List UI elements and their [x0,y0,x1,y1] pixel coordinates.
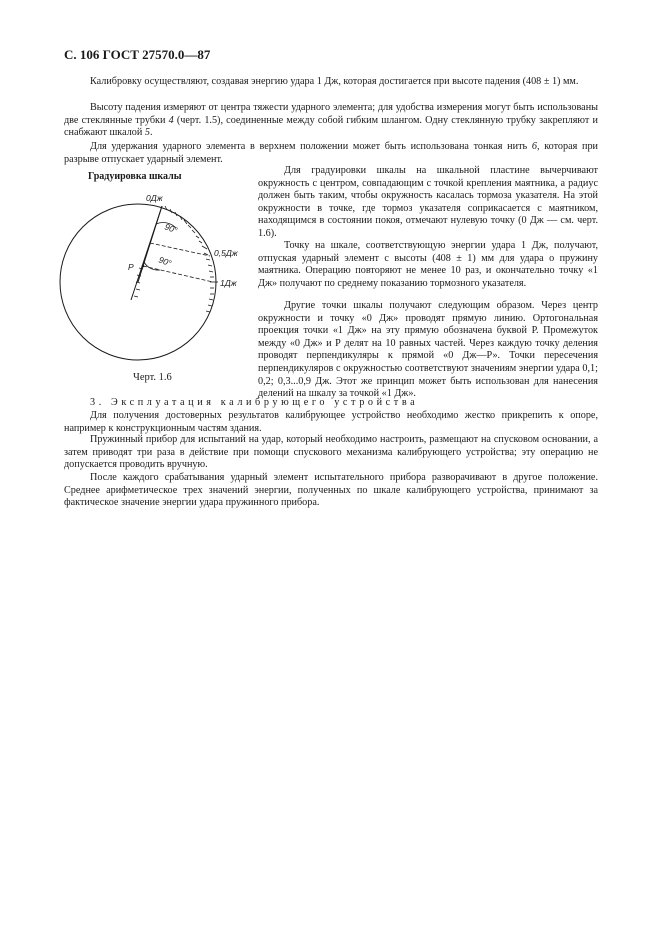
text-segment: Высоту падения измеряют от центра тяжести ударного элемента; для удобства измерения могут быть использованы две стеклянные трубки [64,102,598,126]
scale-diagram [58,182,258,372]
label-angle-bottom: 90° [157,254,173,269]
text-segment: (черт. 1.5), соединенные между собой гибким шлангом. Одну стеклянную трубку закрепляют и снабжают шкалой [64,114,598,139]
paragraph-calibration: Калибровку осуществляют, создавая энергию удара 1 Дж, которая достигается при высоте падения (408 ± 1) мм. [90,76,579,87]
paragraph-mounting: Для получения достоверных результатов калибрующее устройство необходимо жестко прикрепить к опоре, например к конструкционным частям здания. [64,410,598,434]
page-header: С. 106 ГОСТ 27570.0—87 [64,47,211,62]
label-angle-top: 90° [163,221,179,236]
figure-caption: Черт. 1.6 [133,372,172,383]
paragraph-spring-device: Пружинный прибор для испытаний на удар, который необходимо настроить, размещают на спусковом основании, а затем приводят три раза в действие при помощи спускового механизма калибрующего устройства; эту операцию не допускается проводить вручную. [64,434,598,471]
paragraph-graduation: Для градуировки шкалы на шкальной пластине вычерчивают окружность с центром, совпадающим с точкой крепления маятника, а радиус должен быть таким, чтобы окружность касалась тормоза указателя. На этой окружности в точке, где тормоз указателя соприкасается с маятником, находящимся в состоянии покоя, отмечают нулевую точку (0 Дж — см. черт. 1.6). [258,165,598,239]
ref-number: 5 [144,127,150,139]
paragraph-other-points: Другие точки шкалы получают следующим образом. Через центр окружности и точку «0 Дж» проводят прямую линию. Ортогональная проекция точки «1 Дж» на эту прямую обозначена буквой Р. Промежуток между «0 Дж» и Р делят на 10 равных частей. Через каждую точку деления проводят перпендикуляры к прямой «0 Дж—Р». Точки пересечения перпендикуляров с окружностью соответствуют значениям энергии удара 0,1; 0,2; 0,3...0,9 Дж. Этот же принцип может быть использован для нанесения делений на шкалу за точкой «1 Дж». [258,300,598,400]
perpendicular-05 [150,243,210,256]
text-segment: . [149,127,153,139]
label-half-joule: 0,5Дж [214,248,238,258]
perpendicular-1 [143,266,213,282]
paragraph-thread [64,141,598,166]
figure-title: Градуировка шкалы [88,171,182,182]
scale-ticks [165,206,218,312]
paragraph-one-joule-point: Точку на шкале, соответствующую энергии удара 1 Дж, получают, отпуская ударный элемент с высоты (408 ± 1) мм для удара о пружину маятника. Операцию повторяют не менее 10 раз, и окончательно точку «1 Дж» получают по среднему показанию тормозного указателя. [258,240,598,289]
text-segment: , которая при разрыве отпускает ударный элемент. [64,141,598,165]
text-segment: Для удержания ударного элемента в верхнем положении может быть использована тонкая нить [90,141,532,152]
label-point-p: Р [128,262,134,272]
label-one-joule: 1Дж [220,278,237,288]
point-p [142,265,145,268]
label-zero-joule: 0Дж [146,193,163,203]
paragraph-drop-height [64,102,598,140]
paragraph-averaging: После каждого срабатывания ударный элемент испытательного прибора разворачивают в другое положение. Среднее арифметическое трех значений энергии, полученных по шкале калибрующего устройства, принимают за фактическое значение энергии удара пружинного прибора. [64,472,598,509]
axis-line [131,206,162,300]
ref-number: 6 [531,141,537,152]
section-heading: 3. Эксплуатация калибрующего устройства [90,397,419,408]
axis-ticks [134,268,143,297]
ref-number: 4 [168,114,174,126]
